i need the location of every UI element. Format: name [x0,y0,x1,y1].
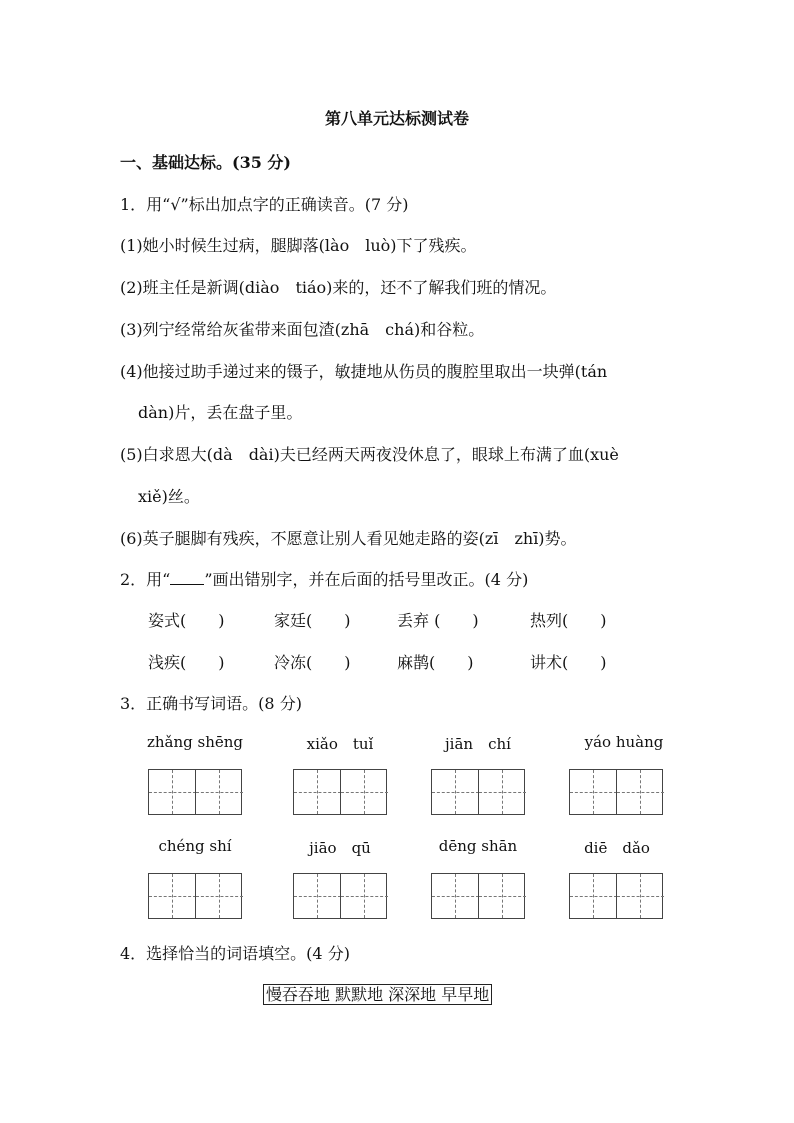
pinyin-7: dēng shān [438,837,518,855]
q1-line-1: (1)她小时候生过病，腿脚落(lào luò)下了残疾。 [120,236,477,255]
q2-heading-post: ”画出错别字，并在后面的括号里改正。(4 分) [204,570,529,589]
q2-item-1: 姿式( ) [148,611,225,630]
q1-line-3: (3)列宁经常给灰雀带来面包渣(zhā chá)和谷粒。 [120,320,485,339]
pinyin-3: jiān chí [445,735,511,753]
writing-grid-1[interactable] [148,769,242,815]
writing-grid-2[interactable] [293,769,387,815]
q1-line-4: (4)他接过助手递过来的镊子，敏捷地从伤员的腹腔里取出一块弹(tán [120,362,608,381]
underline-sample [170,570,204,585]
pinyin-2: xiǎo tuǐ [306,735,374,753]
q1-line-4b: dàn)片，丢在盘子里。 [138,403,303,422]
q2-item-6: 冷冻( ) [274,653,351,672]
writing-grid-4[interactable] [569,769,663,815]
q2-item-4: 热列( ) [530,611,607,630]
pinyin-1: zhǎng shēng [146,733,244,751]
q1-heading: 1．用“√”标出加点字的正确读音。(7 分) [120,195,409,214]
pinyin-5: chéng shí [158,837,232,855]
q2-heading-pre: 2．用“ [120,570,171,589]
q2-item-2: 家廷( ) [274,611,351,630]
word-bank-box: 慢吞吞地 默默地 深深地 早早地 [263,984,492,1005]
q2-item-5: 浅疾( ) [148,653,225,672]
q2-heading [120,567,528,590]
page-title: 第八单元达标测试卷 [324,109,469,128]
pinyin-4: yáo huàng [584,733,664,751]
writing-grid-7[interactable] [431,873,525,919]
q2-item-7: 麻鹊( ) [397,653,474,672]
q1-line-2: (2)班主任是新调(diào tiáo)来的，还不了解我们班的情况。 [120,278,557,297]
q1-line-5b: xiě)丝。 [138,487,200,506]
q1-line-5: (5)白求恩大(dà dài)夫已经两天两夜没休息了，眼球上布满了血(xuè [120,445,619,464]
q2-item-3: 丢弃 ( ) [397,611,479,630]
pinyin-6: jiāo qū [309,839,371,857]
writing-grid-5[interactable] [148,873,242,919]
writing-grid-6[interactable] [293,873,387,919]
q1-line-6: (6)英子腿脚有残疾，不愿意让别人看见她走路的姿(zī zhī)势。 [120,529,577,548]
q3-heading: 3．正确书写词语。(8 分) [120,694,302,713]
writing-grid-8[interactable] [569,873,663,919]
section-heading: 一、基础达标。(35 分) [120,153,291,172]
writing-grid-3[interactable] [431,769,525,815]
q4-heading: 4．选择恰当的词语填空。(4 分) [120,944,350,963]
q2-item-8: 讲术( ) [530,653,607,672]
pinyin-8: diē dǎo [584,839,650,857]
